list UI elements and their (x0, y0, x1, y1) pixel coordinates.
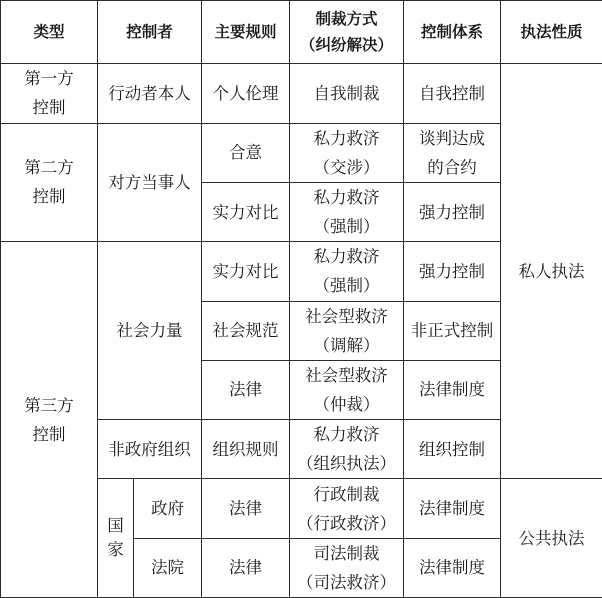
type-first-line2: 控制 (32, 98, 66, 118)
controller-social-force: 社会力量 (98, 242, 202, 420)
sanction-line2: （司法救济） (297, 572, 397, 592)
system-self-control: 自我控制 (404, 64, 501, 123)
type-second-line1: 第二方 (24, 158, 74, 178)
sanction-line2: （调解） (313, 335, 380, 355)
type-third-line2: 控制 (32, 424, 66, 444)
rule-law: 法律 (202, 360, 290, 419)
sanction-administrative (290, 479, 404, 538)
sanction-social-mediation (290, 301, 404, 360)
rule-power-contrast: 实力对比 (202, 182, 290, 241)
system-line2: 的合约 (427, 157, 477, 177)
nature-public: 公共执法 (501, 479, 602, 598)
sanction-private-negotiation (290, 123, 404, 182)
sanction-line1: 私力救济 (313, 247, 380, 267)
system-legal-system: 法律制度 (404, 479, 501, 538)
header-sanction-line2: （纠纷解决） (300, 36, 394, 55)
sanction-line1: 私力救济 (313, 188, 380, 208)
controller-court: 法院 (134, 538, 202, 597)
sanction-line2: （强制） (313, 217, 380, 237)
sanction-self: 自我制裁 (290, 64, 404, 123)
sanction-private-coercion (290, 182, 404, 241)
controller-state-label: 国家 (107, 516, 124, 560)
rule-power-contrast: 实力对比 (202, 242, 290, 301)
sanction-line1: 社会型救济 (305, 365, 388, 385)
header-system: 控制体系 (404, 1, 501, 64)
system-force-control: 强力控制 (404, 242, 501, 301)
table-row (1, 64, 602, 123)
header-rules: 主要规则 (202, 1, 290, 64)
rule-law-court: 法律 (202, 538, 290, 597)
header-sanction (290, 1, 404, 64)
system-legal-system: 法律制度 (404, 538, 501, 597)
controller-government: 政府 (134, 479, 202, 538)
controller-ngo: 非政府组织 (98, 420, 202, 479)
sanction-line2: （行政救济） (297, 513, 397, 533)
type-first-party (1, 64, 98, 123)
header-row (1, 1, 602, 64)
sanction-line2: （强制） (313, 276, 380, 296)
system-force-control: 强力控制 (404, 182, 501, 241)
system-informal-control: 非正式控制 (404, 301, 501, 360)
header-type: 类型 (1, 1, 98, 64)
controller-state (98, 479, 134, 598)
type-second-line2: 控制 (32, 187, 66, 207)
type-third-party (1, 242, 98, 598)
sanction-line1: 社会型救济 (305, 306, 388, 326)
sanction-line1: 私力救济 (313, 425, 380, 445)
nature-private: 私人执法 (501, 64, 602, 479)
sanction-line1: 司法制裁 (313, 543, 380, 563)
controller-self: 行动者本人 (98, 64, 202, 123)
controller-counterparty: 对方当事人 (98, 123, 202, 242)
sanction-private-coercion (290, 242, 404, 301)
type-first-line1: 第一方 (24, 69, 74, 89)
rule-org-rules: 组织规则 (202, 420, 290, 479)
rule-personal-ethics: 个人伦理 (202, 64, 290, 123)
sanction-line1: 私力救济 (313, 128, 380, 148)
sanction-line2: （组织执法） (297, 454, 397, 474)
system-org-control: 组织控制 (404, 420, 501, 479)
rule-social-norms: 社会规范 (202, 301, 290, 360)
header-controller: 控制者 (98, 1, 202, 64)
sanction-line2: （仲裁） (313, 394, 380, 414)
system-legal-system: 法律制度 (404, 360, 501, 419)
sanction-line1: 行政制裁 (313, 484, 380, 504)
system-agreement (404, 123, 501, 182)
type-second-party (1, 123, 98, 242)
sanction-judicial (290, 538, 404, 597)
type-third-line1: 第三方 (24, 395, 74, 415)
system-line1: 谈判达成 (419, 128, 486, 148)
rule-consent: 合意 (202, 123, 290, 182)
header-sanction-line1: 制裁方式 (315, 10, 378, 29)
header-nature: 执法性质 (501, 1, 602, 64)
rule-law-government: 法律 (202, 479, 290, 538)
sanction-line2: （交涉） (313, 157, 380, 177)
sanction-private-org (290, 420, 404, 479)
sanction-social-arbitration (290, 360, 404, 419)
